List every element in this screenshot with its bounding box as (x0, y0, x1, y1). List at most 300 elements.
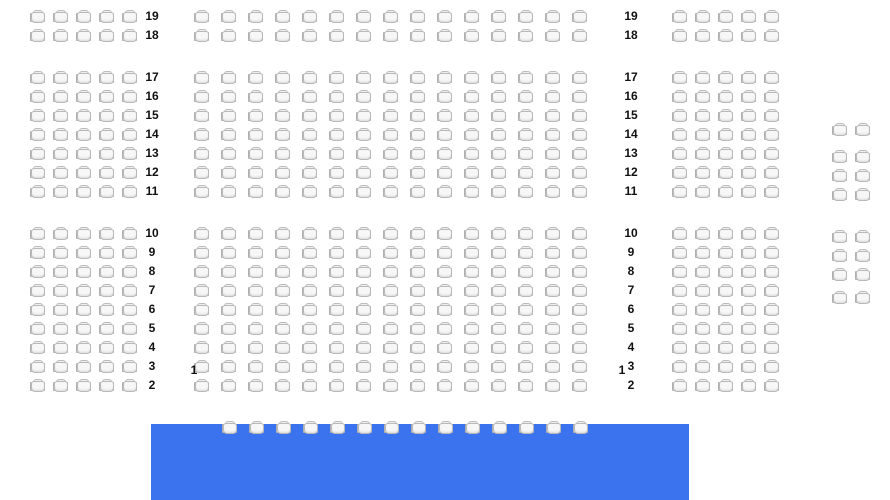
seat-icon[interactable] (275, 284, 290, 297)
seat-icon[interactable] (302, 246, 317, 259)
seat-icon[interactable] (275, 147, 290, 160)
seat-icon[interactable] (248, 147, 263, 160)
seat-icon[interactable] (329, 109, 344, 122)
seat-icon[interactable] (99, 303, 114, 316)
seat-icon[interactable] (764, 360, 779, 373)
seat-icon[interactable] (464, 29, 479, 42)
seat-icon[interactable] (30, 227, 45, 240)
seat-icon[interactable] (221, 185, 236, 198)
seat-icon[interactable] (573, 421, 588, 434)
seat-icon[interactable] (410, 128, 425, 141)
seat-icon[interactable] (53, 341, 68, 354)
seat-icon[interactable] (99, 341, 114, 354)
seat-icon[interactable] (275, 265, 290, 278)
seat-icon[interactable] (53, 29, 68, 42)
seat-icon[interactable] (464, 166, 479, 179)
seat-icon[interactable] (384, 421, 399, 434)
seat-icon[interactable] (122, 90, 137, 103)
seat-icon[interactable] (464, 71, 479, 84)
seat-icon[interactable] (122, 147, 137, 160)
seat-icon[interactable] (695, 246, 710, 259)
seat-icon[interactable] (741, 147, 756, 160)
seat-icon[interactable] (329, 10, 344, 23)
seat-icon[interactable] (672, 379, 687, 392)
seat-icon[interactable] (741, 185, 756, 198)
seat-icon[interactable] (492, 421, 507, 434)
seat-icon[interactable] (437, 90, 452, 103)
seat-icon[interactable] (546, 421, 561, 434)
seat-icon[interactable] (194, 109, 209, 122)
seat-icon[interactable] (30, 246, 45, 259)
seat-icon[interactable] (464, 227, 479, 240)
seat-icon[interactable] (122, 284, 137, 297)
seat-icon[interactable] (572, 109, 587, 122)
seat-icon[interactable] (491, 379, 506, 392)
seat-icon[interactable] (545, 303, 560, 316)
seat-icon[interactable] (545, 341, 560, 354)
seat-icon[interactable] (545, 166, 560, 179)
seat-icon[interactable] (741, 29, 756, 42)
seat-icon[interactable] (410, 71, 425, 84)
seat-icon[interactable] (437, 265, 452, 278)
seat-icon[interactable] (329, 379, 344, 392)
seat-icon[interactable] (695, 109, 710, 122)
seat-icon[interactable] (465, 421, 480, 434)
seat-icon[interactable] (356, 246, 371, 259)
seat-icon[interactable] (248, 265, 263, 278)
seat-icon[interactable] (718, 185, 733, 198)
seat-icon[interactable] (572, 29, 587, 42)
seat-icon[interactable] (99, 166, 114, 179)
seat-icon[interactable] (76, 128, 91, 141)
seat-icon[interactable] (302, 147, 317, 160)
seat-icon[interactable] (672, 185, 687, 198)
seat-icon[interactable] (572, 341, 587, 354)
seat-icon[interactable] (741, 227, 756, 240)
seat-icon[interactable] (491, 147, 506, 160)
seat-icon[interactable] (302, 360, 317, 373)
seat-icon[interactable] (545, 322, 560, 335)
seat-icon[interactable] (221, 29, 236, 42)
seat-icon[interactable] (718, 71, 733, 84)
seat-icon[interactable] (276, 421, 291, 434)
seat-icon[interactable] (672, 166, 687, 179)
seat-icon[interactable] (832, 230, 847, 243)
seat-icon[interactable] (695, 71, 710, 84)
seat-icon[interactable] (718, 246, 733, 259)
seat-icon[interactable] (99, 71, 114, 84)
seat-icon[interactable] (491, 90, 506, 103)
seat-icon[interactable] (221, 166, 236, 179)
seat-icon[interactable] (572, 265, 587, 278)
seat-icon[interactable] (718, 90, 733, 103)
seat-icon[interactable] (122, 246, 137, 259)
seat-icon[interactable] (741, 341, 756, 354)
seat-icon[interactable] (491, 322, 506, 335)
seat-icon[interactable] (545, 90, 560, 103)
seat-icon[interactable] (302, 109, 317, 122)
seat-icon[interactable] (410, 109, 425, 122)
seat-icon[interactable] (221, 90, 236, 103)
seat-icon[interactable] (718, 147, 733, 160)
seat-icon[interactable] (545, 128, 560, 141)
seat-icon[interactable] (99, 90, 114, 103)
seat-icon[interactable] (741, 71, 756, 84)
seat-icon[interactable] (356, 265, 371, 278)
seat-icon[interactable] (464, 90, 479, 103)
seat-icon[interactable] (330, 421, 345, 434)
seat-icon[interactable] (545, 360, 560, 373)
seat-icon[interactable] (764, 185, 779, 198)
seat-icon[interactable] (437, 185, 452, 198)
seat-icon[interactable] (572, 10, 587, 23)
seat-icon[interactable] (695, 379, 710, 392)
seat-icon[interactable] (30, 90, 45, 103)
seat-icon[interactable] (572, 185, 587, 198)
seat-icon[interactable] (410, 90, 425, 103)
seat-icon[interactable] (329, 90, 344, 103)
seat-icon[interactable] (695, 147, 710, 160)
seat-icon[interactable] (764, 128, 779, 141)
seat-icon[interactable] (464, 265, 479, 278)
seat-icon[interactable] (53, 227, 68, 240)
seat-icon[interactable] (855, 123, 870, 136)
seat-icon[interactable] (99, 128, 114, 141)
seat-icon[interactable] (356, 166, 371, 179)
seat-icon[interactable] (275, 71, 290, 84)
seat-icon[interactable] (99, 284, 114, 297)
seat-icon[interactable] (410, 379, 425, 392)
seat-icon[interactable] (302, 341, 317, 354)
seat-icon[interactable] (53, 128, 68, 141)
seat-icon[interactable] (383, 185, 398, 198)
seat-icon[interactable] (695, 227, 710, 240)
seat-icon[interactable] (329, 265, 344, 278)
seat-icon[interactable] (53, 360, 68, 373)
seat-icon[interactable] (383, 147, 398, 160)
seat-icon[interactable] (221, 147, 236, 160)
seat-icon[interactable] (572, 360, 587, 373)
seat-icon[interactable] (718, 303, 733, 316)
seat-icon[interactable] (695, 303, 710, 316)
seat-icon[interactable] (122, 166, 137, 179)
seat-icon[interactable] (491, 227, 506, 240)
seat-icon[interactable] (764, 10, 779, 23)
seat-icon[interactable] (491, 185, 506, 198)
seat-icon[interactable] (464, 147, 479, 160)
seat-icon[interactable] (383, 246, 398, 259)
seat-icon[interactable] (545, 185, 560, 198)
seat-icon[interactable] (30, 303, 45, 316)
seat-icon[interactable] (718, 109, 733, 122)
seat-icon[interactable] (99, 379, 114, 392)
seat-icon[interactable] (545, 71, 560, 84)
seat-icon[interactable] (53, 166, 68, 179)
seat-icon[interactable] (275, 128, 290, 141)
seat-icon[interactable] (329, 227, 344, 240)
seat-icon[interactable] (672, 227, 687, 240)
seat-icon[interactable] (76, 246, 91, 259)
seat-icon[interactable] (718, 10, 733, 23)
seat-icon[interactable] (672, 147, 687, 160)
seat-icon[interactable] (356, 360, 371, 373)
seat-icon[interactable] (249, 421, 264, 434)
seat-icon[interactable] (437, 166, 452, 179)
seat-icon[interactable] (122, 128, 137, 141)
seat-icon[interactable] (30, 128, 45, 141)
seat-icon[interactable] (572, 71, 587, 84)
seat-icon[interactable] (122, 185, 137, 198)
seat-icon[interactable] (76, 109, 91, 122)
seat-icon[interactable] (53, 284, 68, 297)
seat-icon[interactable] (855, 169, 870, 182)
seat-icon[interactable] (275, 341, 290, 354)
seat-icon[interactable] (357, 421, 372, 434)
seat-icon[interactable] (741, 90, 756, 103)
seat-icon[interactable] (221, 227, 236, 240)
seat-icon[interactable] (194, 166, 209, 179)
seat-icon[interactable] (248, 128, 263, 141)
seat-icon[interactable] (572, 128, 587, 141)
seat-icon[interactable] (248, 322, 263, 335)
seat-icon[interactable] (221, 10, 236, 23)
seat-icon[interactable] (99, 246, 114, 259)
seat-icon[interactable] (383, 322, 398, 335)
seat-icon[interactable] (491, 360, 506, 373)
seat-icon[interactable] (437, 128, 452, 141)
seat-icon[interactable] (464, 379, 479, 392)
seat-icon[interactable] (30, 147, 45, 160)
seat-icon[interactable] (356, 303, 371, 316)
seat-icon[interactable] (741, 10, 756, 23)
seat-icon[interactable] (221, 322, 236, 335)
seat-icon[interactable] (741, 379, 756, 392)
seat-icon[interactable] (518, 71, 533, 84)
seat-icon[interactable] (437, 341, 452, 354)
seat-icon[interactable] (194, 341, 209, 354)
seat-icon[interactable] (832, 291, 847, 304)
seat-icon[interactable] (76, 10, 91, 23)
seat-icon[interactable] (383, 303, 398, 316)
seat-icon[interactable] (464, 341, 479, 354)
seat-icon[interactable] (410, 147, 425, 160)
seat-icon[interactable] (491, 341, 506, 354)
seat-icon[interactable] (672, 29, 687, 42)
seat-icon[interactable] (383, 379, 398, 392)
seat-icon[interactable] (545, 265, 560, 278)
seat-icon[interactable] (545, 109, 560, 122)
seat-icon[interactable] (855, 268, 870, 281)
seat-icon[interactable] (410, 303, 425, 316)
seat-icon[interactable] (491, 246, 506, 259)
seat-icon[interactable] (383, 10, 398, 23)
seat-icon[interactable] (437, 379, 452, 392)
seat-icon[interactable] (718, 265, 733, 278)
seat-icon[interactable] (122, 10, 137, 23)
seat-icon[interactable] (572, 284, 587, 297)
seat-icon[interactable] (356, 284, 371, 297)
seat-icon[interactable] (410, 166, 425, 179)
seat-icon[interactable] (383, 284, 398, 297)
seat-icon[interactable] (76, 303, 91, 316)
seat-icon[interactable] (122, 379, 137, 392)
seat-icon[interactable] (356, 109, 371, 122)
seat-icon[interactable] (410, 284, 425, 297)
seat-icon[interactable] (410, 341, 425, 354)
seat-icon[interactable] (194, 227, 209, 240)
seat-icon[interactable] (718, 29, 733, 42)
seat-icon[interactable] (248, 166, 263, 179)
seat-icon[interactable] (855, 150, 870, 163)
seat-icon[interactable] (491, 128, 506, 141)
seat-icon[interactable] (464, 322, 479, 335)
seat-icon[interactable] (545, 246, 560, 259)
seat-icon[interactable] (302, 71, 317, 84)
seat-icon[interactable] (741, 360, 756, 373)
seat-icon[interactable] (518, 185, 533, 198)
seat-icon[interactable] (695, 10, 710, 23)
seat-icon[interactable] (194, 71, 209, 84)
seat-icon[interactable] (122, 71, 137, 84)
seat-icon[interactable] (221, 109, 236, 122)
seat-icon[interactable] (491, 29, 506, 42)
seat-icon[interactable] (122, 29, 137, 42)
seat-icon[interactable] (832, 150, 847, 163)
seat-icon[interactable] (99, 29, 114, 42)
seat-icon[interactable] (248, 379, 263, 392)
seat-icon[interactable] (695, 322, 710, 335)
seat-icon[interactable] (518, 227, 533, 240)
seat-icon[interactable] (695, 29, 710, 42)
seat-icon[interactable] (248, 246, 263, 259)
seat-icon[interactable] (764, 322, 779, 335)
seat-icon[interactable] (248, 185, 263, 198)
seat-icon[interactable] (99, 227, 114, 240)
seat-icon[interactable] (53, 185, 68, 198)
seat-icon[interactable] (76, 265, 91, 278)
seat-icon[interactable] (464, 185, 479, 198)
seat-icon[interactable] (248, 109, 263, 122)
seat-icon[interactable] (53, 71, 68, 84)
seat-icon[interactable] (764, 303, 779, 316)
seat-icon[interactable] (122, 303, 137, 316)
seat-icon[interactable] (356, 147, 371, 160)
seat-icon[interactable] (545, 29, 560, 42)
seat-icon[interactable] (30, 284, 45, 297)
seat-icon[interactable] (356, 185, 371, 198)
seat-icon[interactable] (672, 284, 687, 297)
seat-icon[interactable] (741, 303, 756, 316)
seat-icon[interactable] (329, 128, 344, 141)
seat-icon[interactable] (194, 147, 209, 160)
seat-icon[interactable] (248, 10, 263, 23)
seat-icon[interactable] (672, 265, 687, 278)
seat-icon[interactable] (302, 29, 317, 42)
seat-icon[interactable] (30, 379, 45, 392)
seat-icon[interactable] (491, 284, 506, 297)
seat-icon[interactable] (30, 109, 45, 122)
seat-icon[interactable] (437, 284, 452, 297)
seat-icon[interactable] (832, 123, 847, 136)
seat-icon[interactable] (53, 246, 68, 259)
seat-icon[interactable] (518, 166, 533, 179)
seat-icon[interactable] (672, 128, 687, 141)
seat-icon[interactable] (275, 185, 290, 198)
seat-icon[interactable] (718, 360, 733, 373)
seat-icon[interactable] (764, 109, 779, 122)
seat-icon[interactable] (302, 128, 317, 141)
seat-icon[interactable] (329, 360, 344, 373)
seat-icon[interactable] (764, 227, 779, 240)
seat-icon[interactable] (221, 265, 236, 278)
seat-icon[interactable] (518, 284, 533, 297)
seat-icon[interactable] (302, 265, 317, 278)
seat-icon[interactable] (518, 128, 533, 141)
seat-icon[interactable] (248, 90, 263, 103)
seat-icon[interactable] (99, 147, 114, 160)
seat-icon[interactable] (76, 379, 91, 392)
seat-icon[interactable] (122, 341, 137, 354)
seat-icon[interactable] (718, 322, 733, 335)
seat-icon[interactable] (410, 265, 425, 278)
seat-icon[interactable] (695, 90, 710, 103)
seat-icon[interactable] (122, 109, 137, 122)
seat-icon[interactable] (718, 128, 733, 141)
seat-icon[interactable] (672, 246, 687, 259)
seat-icon[interactable] (672, 360, 687, 373)
seat-icon[interactable] (437, 322, 452, 335)
seat-icon[interactable] (221, 246, 236, 259)
seat-icon[interactable] (53, 10, 68, 23)
seat-icon[interactable] (356, 29, 371, 42)
seat-icon[interactable] (221, 71, 236, 84)
seat-icon[interactable] (438, 421, 453, 434)
seat-icon[interactable] (718, 379, 733, 392)
seat-icon[interactable] (437, 71, 452, 84)
seat-icon[interactable] (383, 227, 398, 240)
seat-icon[interactable] (764, 29, 779, 42)
seat-icon[interactable] (672, 90, 687, 103)
seat-icon[interactable] (518, 265, 533, 278)
seat-icon[interactable] (464, 246, 479, 259)
seat-icon[interactable] (302, 284, 317, 297)
seat-icon[interactable] (519, 421, 534, 434)
seat-icon[interactable] (518, 109, 533, 122)
seat-icon[interactable] (194, 246, 209, 259)
seat-icon[interactable] (518, 10, 533, 23)
seat-icon[interactable] (764, 379, 779, 392)
seat-icon[interactable] (30, 166, 45, 179)
seat-icon[interactable] (545, 227, 560, 240)
seat-icon[interactable] (76, 166, 91, 179)
seat-icon[interactable] (275, 360, 290, 373)
seat-icon[interactable] (410, 10, 425, 23)
seat-icon[interactable] (718, 341, 733, 354)
seat-icon[interactable] (518, 322, 533, 335)
seat-icon[interactable] (491, 109, 506, 122)
seat-icon[interactable] (248, 360, 263, 373)
seat-icon[interactable] (221, 341, 236, 354)
seat-icon[interactable] (518, 147, 533, 160)
seat-icon[interactable] (302, 227, 317, 240)
seat-icon[interactable] (302, 379, 317, 392)
seat-icon[interactable] (741, 109, 756, 122)
seat-icon[interactable] (30, 265, 45, 278)
seat-icon[interactable] (302, 90, 317, 103)
seat-icon[interactable] (718, 284, 733, 297)
seat-icon[interactable] (194, 284, 209, 297)
seat-icon[interactable] (491, 303, 506, 316)
